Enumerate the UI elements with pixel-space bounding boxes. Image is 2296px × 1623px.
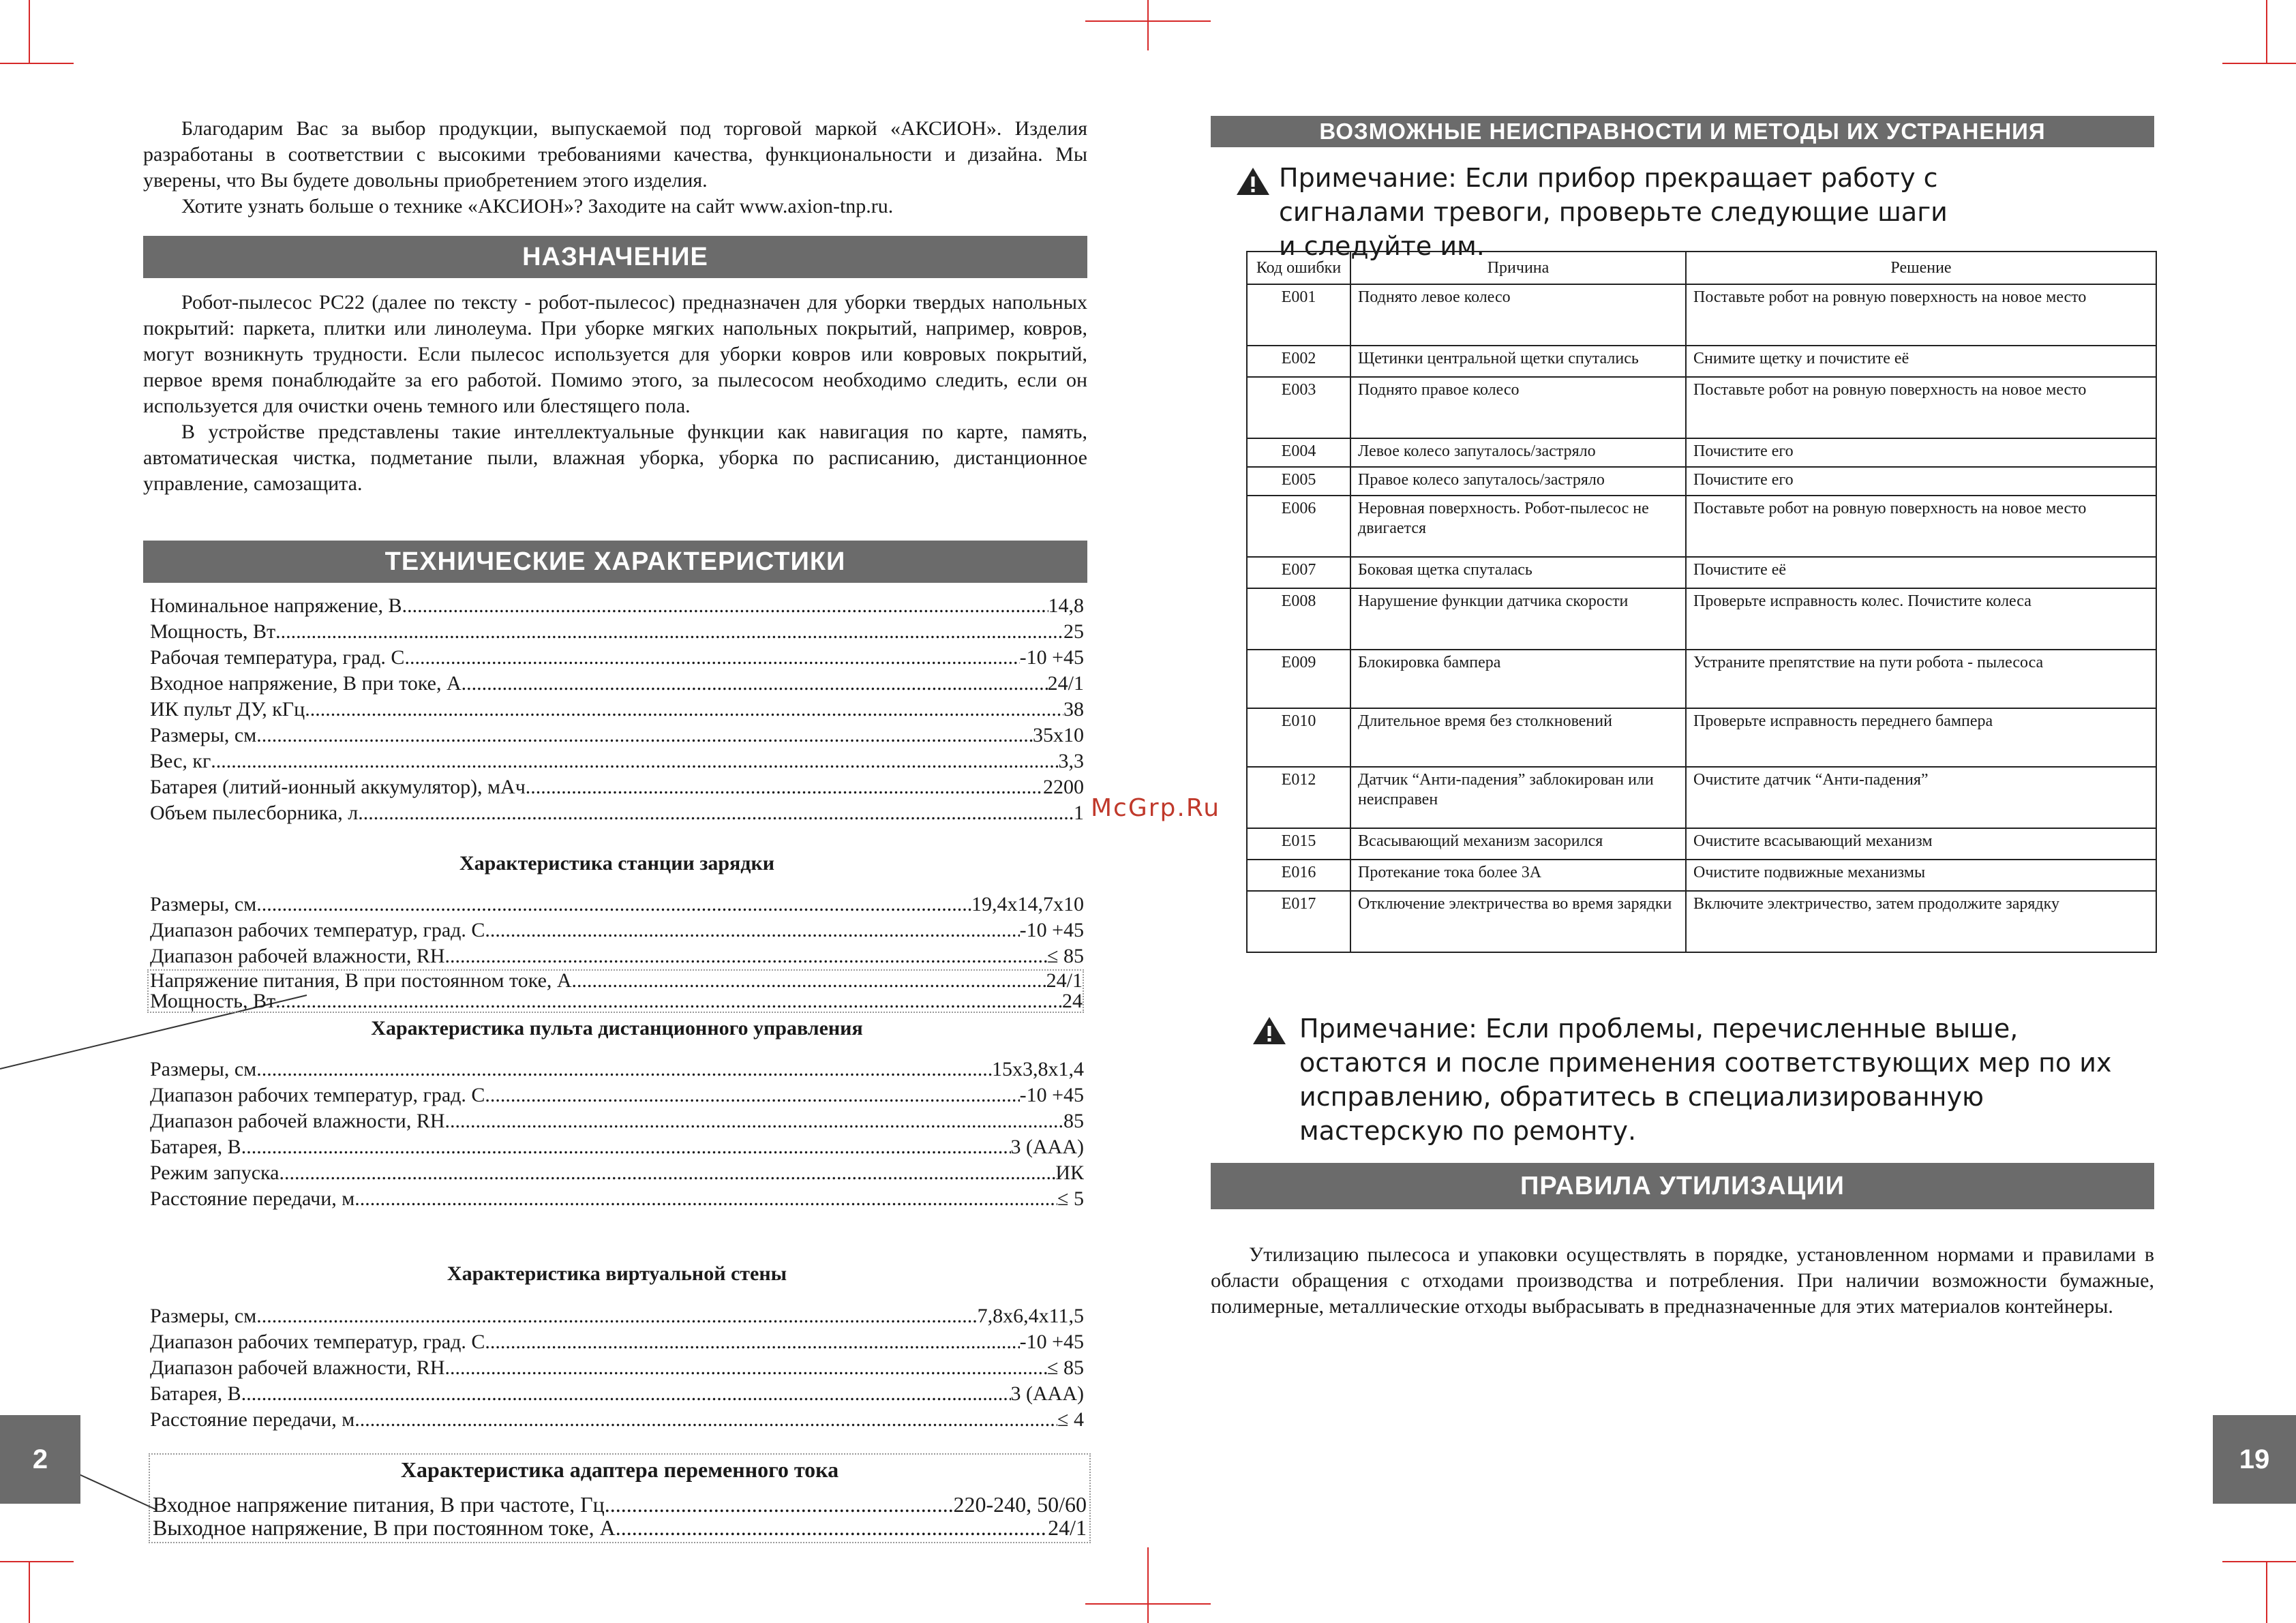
spec-row (150, 1355, 1084, 1381)
spec-row (150, 1082, 1084, 1108)
spec-value: 24 (1062, 991, 1083, 1012)
spec-row (150, 1108, 1084, 1134)
error-code: E006 (1247, 496, 1350, 557)
note-bottom-text: Примечание: Если проблемы, перечисленные выше, остаются и после применения соответствующих мер по их исправлению, обратитесь в специализированную мастерскую по ремонту. (1299, 1014, 2112, 1146)
spec-label: Объем пылесборника, л (150, 802, 359, 824)
spec-value: ≤ 85 (1047, 945, 1084, 967)
error-cause: Датчик “Анти-падения” заблокирован или неисправен (1350, 767, 1686, 828)
error-code: E010 (1247, 708, 1350, 767)
highlight-box (147, 969, 1084, 1013)
remote-title: Характеристика пульта дистанционного управления (371, 1017, 863, 1040)
warning-icon (1252, 1016, 1287, 1046)
spec-value: 3,3 (1058, 750, 1084, 772)
spec-label: Размеры, см (150, 893, 257, 915)
table-header-row (1247, 252, 2156, 284)
wall-title: Характеристика виртуальной стены (447, 1262, 787, 1285)
spec-row (150, 697, 1084, 723)
error-cause: Щетинки центральной щетки спутались (1350, 346, 1686, 377)
note-top-text: Примечание: Если прибор прекращает работу с сигналами тревоги, проверьте следующие шаги и следуйте им. (1279, 163, 1948, 261)
spec-row (150, 1407, 1084, 1433)
page-number-left: 2 (0, 1415, 80, 1504)
troubleshooting-heading: ВОЗМОЖНЫЕ НЕИСПРАВНОСТИ И МЕТОДЫ ИХ УСТРАНЕНИЯ (1211, 116, 2154, 147)
disposal-heading: ПРАВИЛА УТИЛИЗАЦИИ (1211, 1163, 2154, 1209)
table-row (1247, 557, 2156, 588)
error-solution: Очистите подвижные механизмы (1686, 860, 2156, 891)
error-cause: Протекание тока более 3А (1350, 860, 1686, 891)
error-cause: Отключение электричества во время зарядки (1350, 891, 1686, 952)
spec-label: Входное напряжение питания, В при частоте, Гц (153, 1493, 605, 1516)
spec-row (153, 1516, 1087, 1539)
disposal-section (1211, 1242, 2154, 1320)
table-row (1247, 708, 2156, 767)
station-specs-list (150, 892, 1084, 1013)
spec-label: Напряжение питания, В при постоянном токе, А (150, 971, 572, 991)
error-solution: Проверьте исправность переднего бампера (1686, 708, 2156, 767)
error-solution: Поставьте робот на ровную поверхность на новое место (1686, 284, 2156, 346)
spec-row (150, 991, 1083, 1012)
column-header: Код ошибки (1247, 252, 1350, 284)
watermark: McGrp.Ru (1091, 794, 1221, 822)
main-specs-list (150, 593, 1084, 826)
error-code: E016 (1247, 860, 1350, 891)
spec-row (150, 1303, 1084, 1329)
intro-paragraph: Благодарим Вас за выбор продукции, выпускаемой под торговой маркой «АКСИОН». Изделия разработаны в соответствии с высокими требованиями качества, функциональности и дизайна. Мы уверены, что Вы будете довольны приобретением этого изделия. (143, 117, 1087, 192)
spec-label: Номинальное напряжение, В (150, 594, 402, 617)
spec-row (150, 671, 1084, 697)
error-code: E002 (1247, 346, 1350, 377)
spec-label: Расстояние передачи, м (150, 1187, 355, 1210)
spec-row (150, 1160, 1084, 1186)
spec-row (150, 892, 1084, 917)
error-solution: Почистите её (1686, 557, 2156, 588)
error-solution: Снимите щетку и почистите её (1686, 346, 2156, 377)
error-solution: Почистите его (1686, 467, 2156, 496)
table-row (1247, 767, 2156, 828)
spec-value: 24/1 (1048, 1516, 1087, 1539)
website-paragraph: Хотите узнать больше о технике «АКСИОН»? Заходите на сайт www.axion-tnp.ru. (181, 195, 894, 217)
features-paragraph: В устройстве представлены такие интеллектуальные функции как навигация по карте, память, автоматическая чистка, подметание пыли, влажная уборка, уборка по расписанию, дистанционное управление, самозащита. (143, 421, 1087, 495)
spec-label: Батарея, В (150, 1382, 241, 1405)
spec-value: -10 +45 (1019, 919, 1084, 941)
spec-label: Диапазон рабочей влажности, RH (150, 1356, 445, 1379)
error-solution: Устраните препятствие на пути робота - пылесоса (1686, 650, 2156, 708)
station-title: Характеристика станции зарядки (459, 852, 775, 875)
error-code: E003 (1247, 377, 1350, 438)
spec-value: 7,8х6,4х11,5 (977, 1305, 1084, 1327)
error-solution: Включите электричество, затем продолжите зарядку (1686, 891, 2156, 952)
error-code: E017 (1247, 891, 1350, 952)
spec-label: Диапазон рабочей влажности, RH (150, 945, 445, 967)
purpose-paragraph: Робот-пылесос РС22 (далее по тексту - робот-пылесос) предназначен для уборки твердых напольных покрытий: паркета, плитки или линолеума. При уборке мягких напольных покрытий, например, ковров, могут возникнуть трудности. Если пылесос используется для уборки ковров или ковровых покрытий, первое время понаблюдайте за его работой. Помимо этого, за пылесосом необходимо следить, если он используется для очистки очень темного или блестящего пола. (143, 291, 1087, 417)
error-cause: Всасывающий механизм засорился (1350, 828, 1686, 860)
error-solution: Поставьте робот на ровную поверхность на новое место (1686, 377, 2156, 438)
spec-label: Размеры, см (150, 1058, 257, 1080)
error-cause: Длительное время без столкновений (1350, 708, 1686, 767)
spec-label: Диапазон рабочих температур, град. С (150, 1084, 485, 1106)
spec-row (150, 723, 1084, 748)
spec-value: -10 +45 (1019, 1331, 1084, 1353)
spec-value: ≤ 5 (1057, 1187, 1084, 1210)
error-code: E001 (1247, 284, 1350, 346)
spec-value: 15х3,8х1,4 (992, 1058, 1084, 1080)
spec-label: Диапазон рабочих температур, град. С (150, 919, 485, 941)
error-cause: Поднято левое колесо (1350, 284, 1686, 346)
spec-row (150, 971, 1083, 991)
spec-row (150, 800, 1084, 826)
spec-value: 220-240, 50/60 (953, 1493, 1087, 1516)
spec-value: 85 (1063, 1110, 1084, 1132)
error-code: E012 (1247, 767, 1350, 828)
error-code: E005 (1247, 467, 1350, 496)
spec-value: 24/1 (1047, 672, 1084, 695)
table-row (1247, 346, 2156, 377)
spec-value: 14,8 (1048, 594, 1084, 617)
note-top (1279, 161, 1961, 263)
error-solution: Почистите его (1686, 438, 2156, 467)
spec-value: ≤ 4 (1057, 1408, 1084, 1431)
spec-row (150, 593, 1084, 619)
intro-section (143, 116, 1087, 219)
spec-row (150, 619, 1084, 645)
spec-row (150, 917, 1084, 943)
purpose-heading: НАЗНАЧЕНИЕ (143, 236, 1087, 278)
note-bottom (1299, 1012, 2131, 1148)
spec-value: 35х10 (1033, 724, 1084, 746)
table-row (1247, 650, 2156, 708)
table-row (1247, 496, 2156, 557)
spec-row (150, 1057, 1084, 1082)
table-row (1247, 284, 2156, 346)
spec-row (150, 645, 1084, 671)
error-solution: Проверьте исправность колес. Почистите колеса (1686, 588, 2156, 650)
error-solution: Очистите датчик “Анти-падения” (1686, 767, 2156, 828)
spec-row (150, 1186, 1084, 1212)
spec-label: Батарея, В (150, 1136, 241, 1158)
wall-specs-list (150, 1303, 1084, 1433)
spec-row (150, 1329, 1084, 1355)
table-row (1247, 438, 2156, 467)
page-number-right: 19 (2213, 1415, 2296, 1504)
spec-label: Мощность, Вт (150, 620, 276, 643)
table-row (1247, 467, 2156, 496)
error-code: E009 (1247, 650, 1350, 708)
spec-label: Диапазон рабочих температур, град. С (150, 1331, 485, 1353)
error-cause: Неровная поверхность. Робот-пылесос не двигается (1350, 496, 1686, 557)
spec-row (150, 1381, 1084, 1407)
warning-icon (1235, 166, 1271, 196)
spec-row (150, 748, 1084, 774)
spec-value: 19,4х14,7х10 (971, 893, 1084, 915)
spec-value: 3 (ААА) (1010, 1382, 1084, 1405)
spec-label: Диапазон рабочей влажности, RH (150, 1110, 445, 1132)
spec-value: ≤ 85 (1047, 1356, 1084, 1379)
spec-value: -10 +45 (1019, 1084, 1084, 1106)
disposal-paragraph: Утилизацию пылесоса и упаковки осуществлять в порядке, установленном нормами и правилами в области обращения с отходами производства и потребления. При наличии возможности бумажные, полимерные, металлические отходы выбрасывать в предназначенные для этих материалов контейнеры. (1211, 1243, 2154, 1318)
spec-label: Режим запуска (150, 1162, 280, 1184)
spec-value: 24/1 (1046, 971, 1083, 991)
table-row (1247, 860, 2156, 891)
spec-label: Расстояние передачи, м (150, 1408, 355, 1431)
remote-specs-list (150, 1057, 1084, 1212)
table-row (1247, 588, 2156, 650)
table-row (1247, 828, 2156, 860)
spec-label: Вес, кг (150, 750, 211, 772)
error-cause: Блокировка бампера (1350, 650, 1686, 708)
spec-label: Выходное напряжение, В при постоянном токе, А (153, 1516, 616, 1539)
column-header: Причина (1350, 252, 1686, 284)
adapter-title: Характеристика адаптера переменного тока (400, 1457, 839, 1482)
error-code: E015 (1247, 828, 1350, 860)
spec-label: Размеры, см (150, 1305, 257, 1327)
error-cause: Правое колесо запуталось/застряло (1350, 467, 1686, 496)
table-row (1247, 377, 2156, 438)
error-cause: Боковая щетка спуталась (1350, 557, 1686, 588)
adapter-box (149, 1453, 1091, 1543)
error-cause: Нарушение функции датчика скорости (1350, 588, 1686, 650)
spec-label: Рабочая температура, град. С (150, 646, 405, 669)
spec-value: 1 (1074, 802, 1084, 824)
spec-label: Входное напряжение, В при токе, А (150, 672, 462, 695)
error-code: E007 (1247, 557, 1350, 588)
spec-row (150, 774, 1084, 800)
spec-value: 25 (1063, 620, 1084, 643)
spec-label: Батарея (литий-ионный аккумулятор), мАч (150, 776, 526, 798)
specs-heading: ТЕХНИЧЕСКИЕ ХАРАКТЕРИСТИКИ (143, 541, 1087, 583)
spec-value: 38 (1063, 698, 1084, 721)
error-table (1246, 251, 2157, 953)
error-cause: Левое колесо запуталось/застряло (1350, 438, 1686, 467)
spec-row (150, 943, 1084, 969)
error-code: E004 (1247, 438, 1350, 467)
spec-label: Размеры, см (150, 724, 257, 746)
table-row (1247, 891, 2156, 952)
spec-label: Мощность, Вт (150, 991, 276, 1012)
spec-value: 3 (ААА) (1010, 1136, 1084, 1158)
spec-label: ИК пульт ДУ, кГц (150, 698, 305, 721)
spec-value: ИК (1055, 1162, 1084, 1184)
spec-row (150, 1134, 1084, 1160)
error-code: E008 (1247, 588, 1350, 650)
error-solution: Поставьте робот на ровную поверхность на новое место (1686, 496, 2156, 557)
purpose-section (143, 290, 1087, 497)
spec-row (153, 1493, 1087, 1516)
error-cause: Поднято правое колесо (1350, 377, 1686, 438)
column-header: Решение (1686, 252, 2156, 284)
error-solution: Очистите всасывающий механизм (1686, 828, 2156, 860)
spec-value: 2200 (1043, 776, 1084, 798)
spec-value: -10 +45 (1019, 646, 1084, 669)
